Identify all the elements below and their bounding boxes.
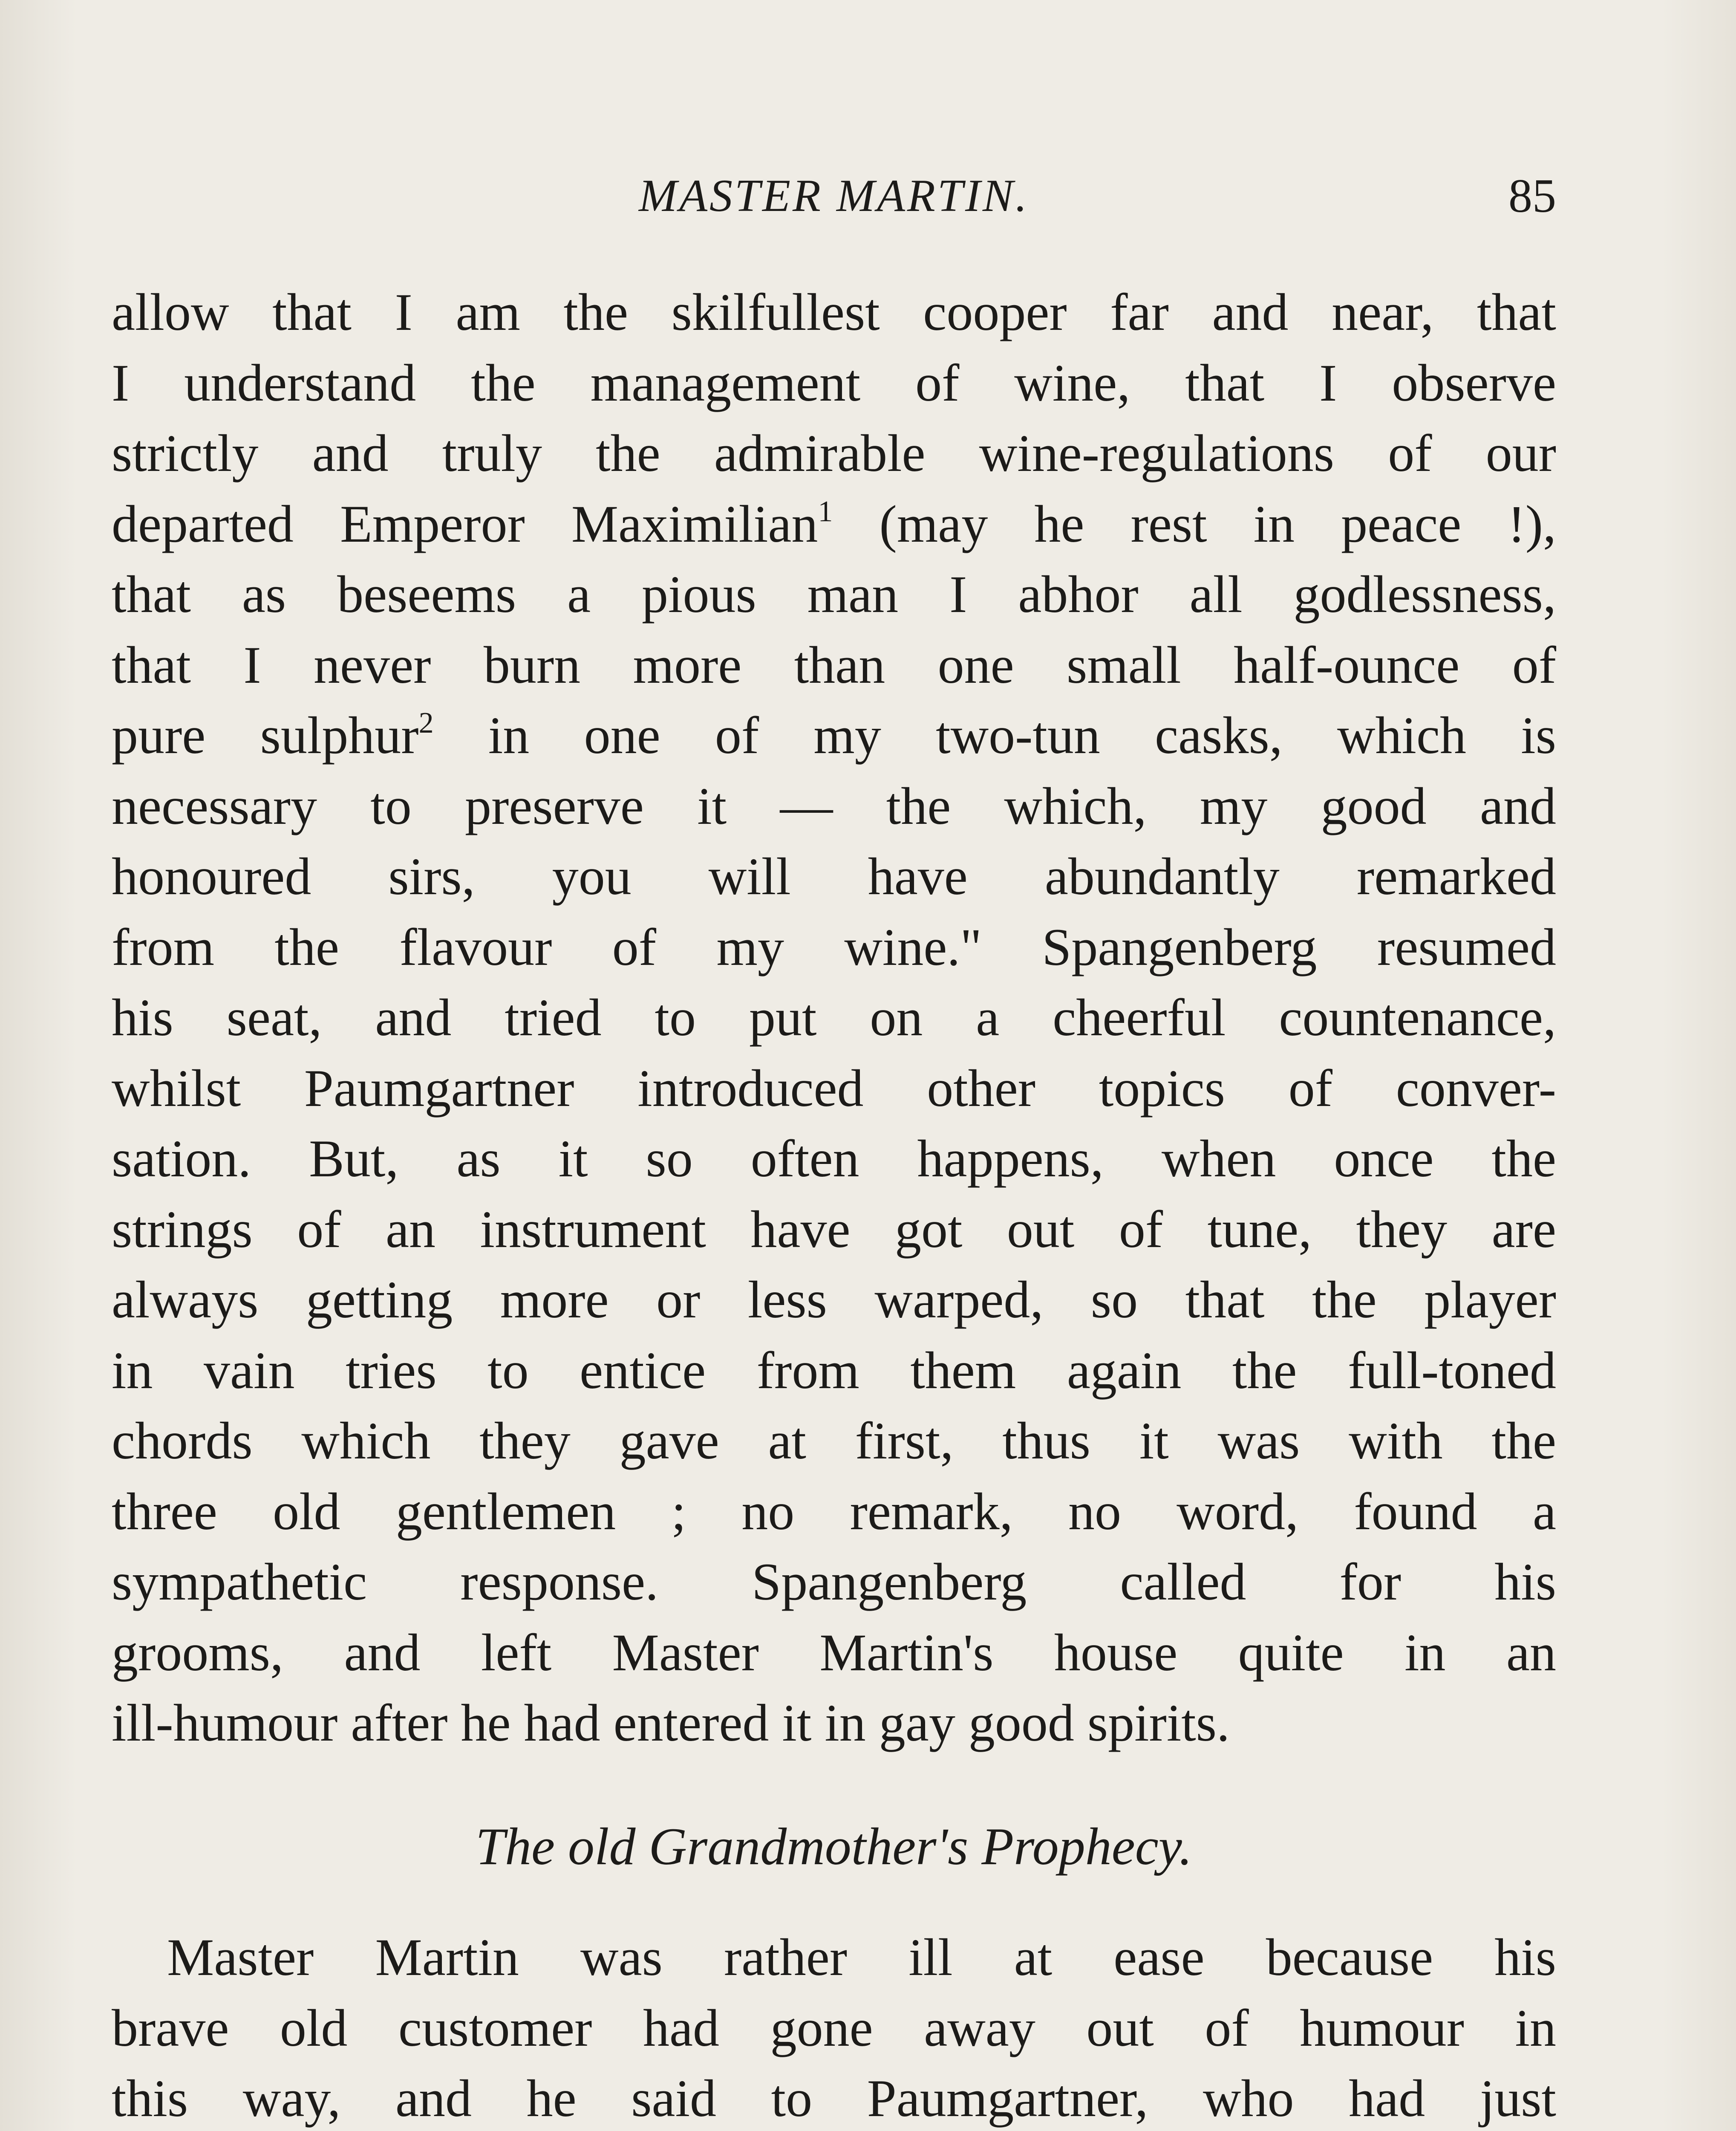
text-line [112,1922,1556,1993]
footnote-ref-2: 2 [418,707,434,739]
running-head [112,162,1556,230]
text-line: necessary to preserve it — the which, my good and [112,777,1556,835]
text-fragment: departed Emperor Maximilian [112,494,818,553]
text-line: honoured sirs, you will have abundantly remarked [112,847,1556,906]
text-line: always getting more or less warped, so that the player [112,1271,1556,1329]
text-line: that as beseems a pious man I abhor all godlessness, [112,565,1556,624]
paragraph-2 [112,1922,1556,2131]
paragraph-1 [112,277,1556,1759]
text-line: chords which they gave at first, thus it was with the [112,1412,1556,1470]
text-line: whilst Paumgartner introduced other topics of conver- [112,1059,1556,1117]
text-fragment: pure sulphur [112,706,419,765]
text-line: sation. But, as it so often happens, when once the [112,1129,1556,1188]
text-fragment: Master Martin was rather ill at ease because his [167,1928,1556,1987]
text-line: ill-humour after he had entered it in gay good spirits. [112,1694,1230,1752]
text-line: I understand the management of wine, that I observe [112,353,1556,412]
text-line: allow that I am the skilfullest cooper far and near, that [112,283,1556,341]
text-line: this way, and he said to Paumgartner, who had just [112,2069,1556,2128]
text-line [112,700,1556,771]
text-line: that I never burn more than one small half-ounce of [112,635,1556,694]
text-line: three old gentlemen ; no remark, no word, found a [112,1482,1556,1541]
text-line: sympathetic response. Spangenberg called for his [112,1553,1556,1611]
running-head-title: MASTER MARTIN. [639,170,1029,221]
text-line: strings of an instrument have got out of tune, they are [112,1200,1556,1259]
text-line: strictly and truly the admirable wine-regulations of our [112,424,1556,482]
footnote-ref-1: 1 [818,495,833,528]
text-fragment: in one of my two-tun casks, which is [433,706,1556,765]
text-line: brave old customer had gone away out of humour in [112,1998,1556,2057]
text-line: grooms, and left Master Martin's house quite in an [112,1623,1556,1682]
text-line: from the flavour of my wine." Spangenberg resumed [112,918,1556,976]
section-heading: The old Grandmother's Prophecy. [476,1817,1192,1876]
text-line [112,489,1556,560]
page-number: 85 [1508,170,1556,222]
text-fragment: (may he rest in peace !), [879,494,1557,553]
text-line: in vain tries to entice from them again the full-toned [112,1341,1556,1400]
text-line: his seat, and tried to put on a cheerful countenance, [112,988,1556,1047]
